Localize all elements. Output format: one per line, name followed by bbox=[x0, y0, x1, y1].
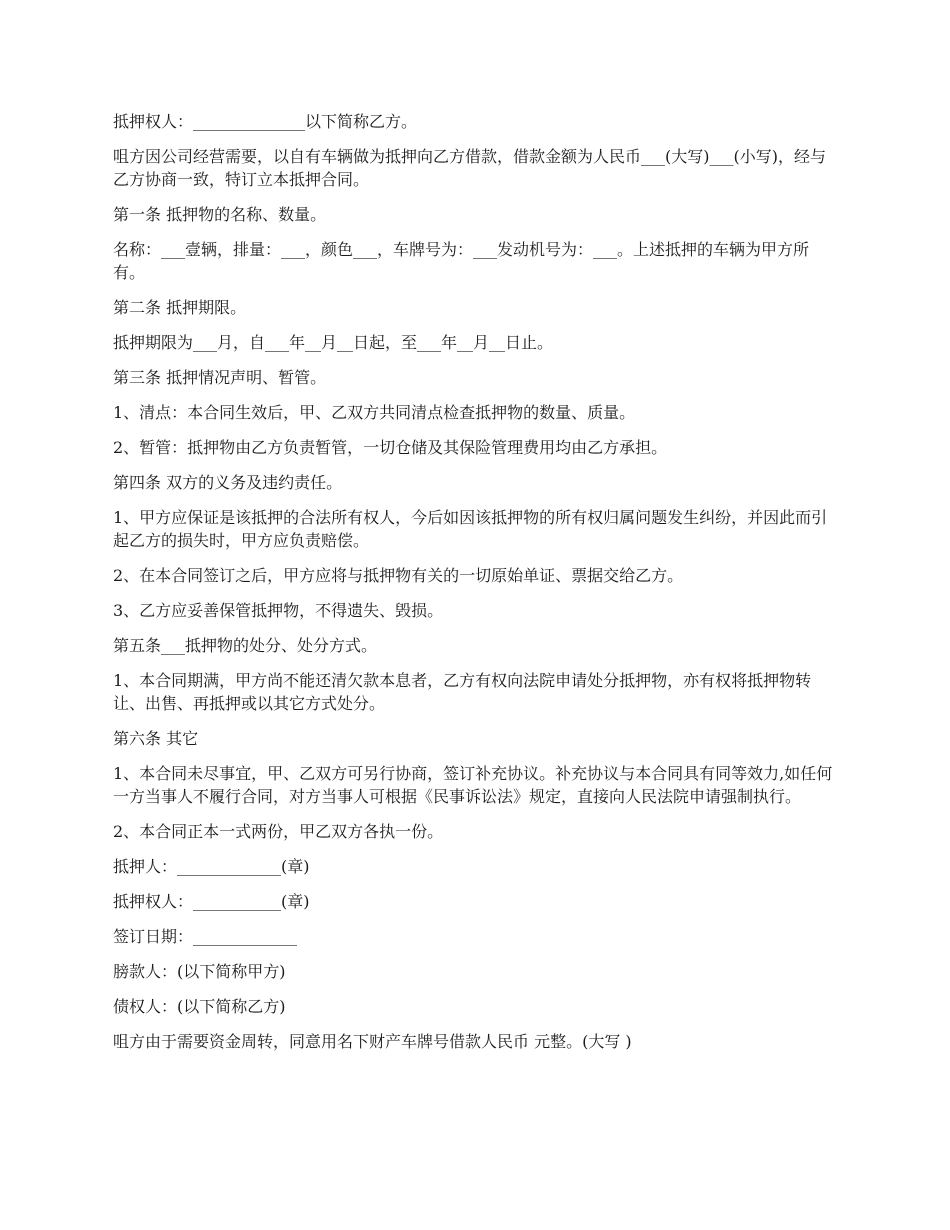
clause-4-2: 2、在本合同签订之后，甲方应将与抵押物有关的一切原始单证、票据交给乙方。 bbox=[113, 566, 684, 585]
paragraph-loan-purpose: 咀方因公司经营需要，以自有车辆做为抵押向乙方借款，借款金额为人民币___(大写)___(小写)，经与乙方协商一致，特订立本抵押合同。 bbox=[113, 147, 826, 189]
article-2-heading: 第二条 抵押期限。 bbox=[113, 298, 247, 317]
borrower-line: 膀款人：(以下简称甲方) bbox=[113, 962, 286, 981]
clause-3-2: 2、暂管：抵押物由乙方负责暂管，一切仓储及其保险管理费用均由乙方承担。 bbox=[113, 438, 668, 457]
article-1-heading: 第一条 抵押物的名称、数量。 bbox=[113, 205, 327, 224]
document-body bbox=[113, 110, 833, 1065]
article-3-heading: 第三条 抵押情况声明、暂管。 bbox=[113, 368, 327, 387]
clause-6-1: 1、本合同未尽事宜，甲、乙双方可另行协商，签订补充协议。补充协议与本合同具有同等效力,如任何一方当事人不履行合同，对方当事人可根据《民事诉讼法》规定，直接向人民法院申请强制执行。 bbox=[113, 764, 833, 806]
article-6-heading: 第六条 其它 bbox=[113, 729, 199, 748]
clause-3-1: 1、清点：本合同生效后，甲、乙双方共同清点检查抵押物的数量、质量。 bbox=[113, 403, 636, 422]
paragraph-mortgage-term: 抵押期限为___月，自___年__月__日起，至___年__月__日止。 bbox=[113, 333, 554, 352]
signature-mortgagor: 抵押人：_____________(章) bbox=[113, 857, 310, 876]
clause-6-2: 2、本合同正本一式两份，甲乙双方各执一份。 bbox=[113, 822, 444, 841]
signing-date: 签订日期：_____________ bbox=[113, 927, 298, 946]
clause-4-1: 1、甲方应保证是该抵押的合法所有权人，今后如因该抵押物的所有权归属问题发生纠纷，并因此而引起乙方的损失时，甲方应负责赔偿。 bbox=[113, 508, 828, 550]
clause-5-1: 1、本合同期满，甲方尚不能还清欠款本息者，乙方有权向法院申请处分抵押物，亦有权将抵押物转让、出售、再抵押或以其它方式处分。 bbox=[113, 671, 812, 713]
paragraph-mortgagee-line: 抵押权人：______________以下简称乙方。 bbox=[113, 112, 418, 131]
article-5-heading: 第五条___抵押物的处分、处分方式。 bbox=[113, 636, 378, 655]
paragraph-vehicle-details: 名称：___壹辆，排量：___，颜色___，车牌号为：___发动机号为：___。上述抵押的车辆为甲方所有。 bbox=[113, 240, 810, 282]
creditor-line: 债权人：(以下简称乙方) bbox=[113, 997, 286, 1016]
signature-mortgagee: 抵押权人：___________(章) bbox=[113, 892, 310, 911]
paragraph-loan-amount: 咀方由于需要资金周转，同意用名下财产车牌号借款人民币 元整。(大写 ) bbox=[113, 1032, 632, 1051]
clause-4-3: 3、乙方应妥善保管抵押物，不得遗失、毁损。 bbox=[113, 601, 444, 620]
article-4-heading: 第四条 双方的义务及违约责任。 bbox=[113, 473, 343, 492]
